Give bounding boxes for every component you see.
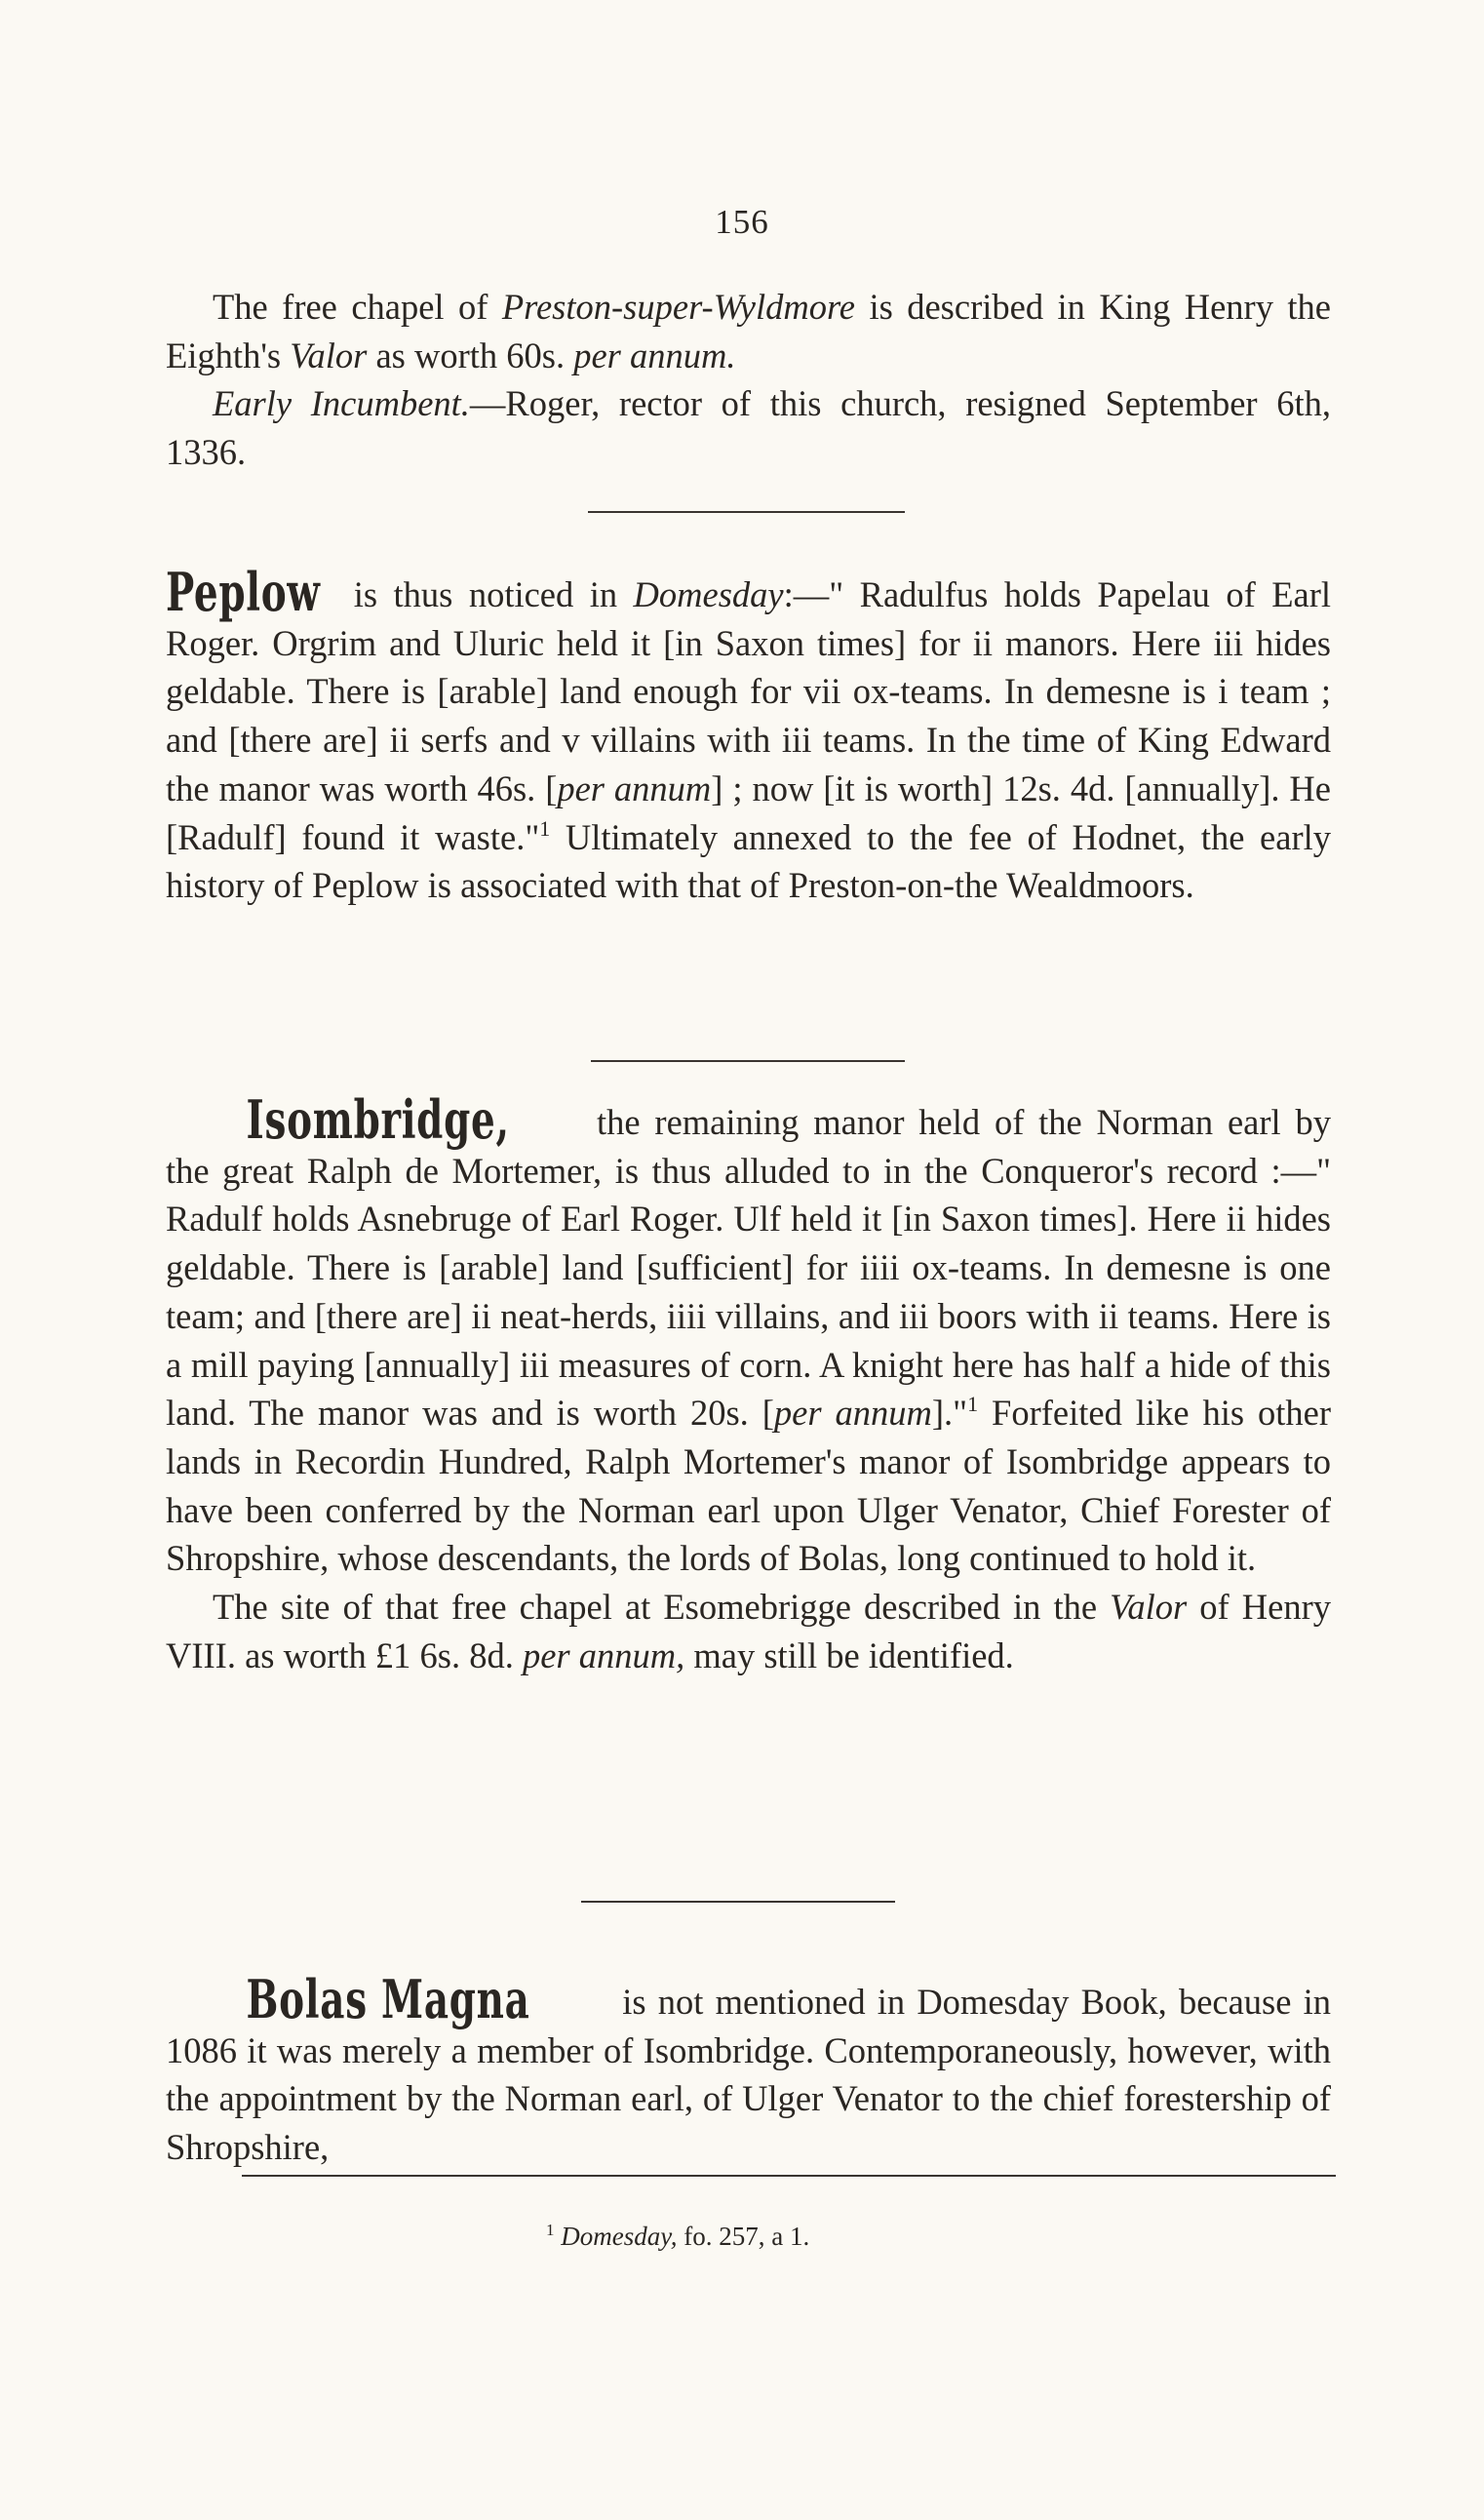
- isombridge-paragraph: [166, 1088, 1332, 1583]
- incumbent-paragraph: [166, 379, 1331, 476]
- text-run: Forfeited like his other lands in Recordin Hundred, Ralph Mortemer's manor of Isombridge appears to have been conferred by the Norman earl upon Ulger Venator, Chief Forester of Shropshire, whose descendants, the lords of Bolas, long continued to hold it.: [166, 1393, 1332, 1579]
- bolas-section: [166, 1968, 1331, 2172]
- footnote-marker: 1: [546, 2221, 555, 2239]
- bolas-heading: Bolas Magna: [246, 1968, 530, 2030]
- text-run: the remaining manor held of the Norman earl by the great Ralph de Mortemer, is thus alluded to in the Conqueror's record :—" Radulf holds Asnebruge of Earl Roger. Ulf held it [in Saxon times]. Here ii hides geldable. There is [arable] land [sufficient] for iiii ox-teams. In demesne is one team; and [there are] ii neat-herds, iiii villains, and iii boors with ii teams. Here is a mill paying [annually] iii measures of corn. A knight here has half a hide of this land. The manor was and is worth 20s. [: [166, 1102, 1331, 1434]
- source-title: Domesday: [633, 574, 784, 614]
- text-run: The site of that free chapel at Esomebrigge described in the: [213, 1587, 1111, 1628]
- peplow-heading: Peplow: [166, 561, 321, 623]
- text-run: Ultimately annexed to the fee of Hodnet, the early history of Peplow is associated with that of Preston-on-the Wealdmoors.: [166, 816, 1332, 906]
- text-run: as worth 60s.: [367, 335, 574, 375]
- peplow-paragraph: [166, 561, 1332, 910]
- text-run: may still be identified.: [684, 1634, 1014, 1675]
- text-run: ] ; now [it is worth] 12s. 4d. [annually]. He [Radulf] found it waste.": [166, 768, 1331, 857]
- text-run: The free chapel of: [213, 287, 502, 327]
- text-run: —Roger, rector of this church, resigned September 6th, 1336.: [166, 383, 1331, 473]
- peplow-section: [166, 561, 1332, 910]
- isombridge-heading: Isombridge,: [246, 1088, 510, 1151]
- footnote-marker: 1: [539, 815, 551, 841]
- section-divider: [591, 1060, 905, 1062]
- text-run: is described in King Henry the Eighth's: [166, 287, 1331, 375]
- footnote-divider: [242, 2175, 1336, 2177]
- esomebrigge-paragraph: [166, 1583, 1331, 1679]
- source-title: Valor: [290, 335, 368, 375]
- latin-phrase: per annum: [557, 768, 712, 808]
- source-title: Valor: [1110, 1587, 1188, 1628]
- bolas-paragraph: [166, 1968, 1331, 2172]
- page-number: 156: [715, 203, 769, 241]
- place-name: Preston-super-Wyldmore: [501, 287, 856, 327]
- latin-phrase: per annum.: [573, 335, 736, 375]
- section-divider: [581, 1901, 895, 1903]
- preston-paragraph: [166, 283, 1331, 379]
- latin-phrase: per annum,: [522, 1634, 685, 1675]
- text-run: :—" Radulfus holds Papelau of Earl Roger. Orgrim and Uluric held it [in Saxon times] for ii manors. Here iii hides geldable. There is [arable] land enough for vii ox-teams. In demesne is i team ; and [there are] ii serfs and v villains with iii teams. In the time of King Edward the manor was worth 46s. [: [166, 574, 1331, 808]
- text-run: ].": [931, 1393, 968, 1434]
- incumbent-heading: Early Incumbent.: [213, 383, 470, 424]
- footnote-source: Domesday,: [561, 2222, 678, 2251]
- footnote-marker: 1: [967, 1392, 979, 1417]
- footnote: [546, 2222, 809, 2252]
- footnote-reference: fo. 257, a 1.: [677, 2222, 810, 2251]
- latin-phrase: per annum: [773, 1393, 932, 1434]
- text-run: of Henry VIII. as worth £1 6s. 8d.: [166, 1587, 1331, 1675]
- isombridge-section: [166, 1088, 1332, 1679]
- preston-section: [166, 283, 1331, 477]
- text-run: is not mentioned in Domesday Book, because in 1086 it was merely a member of Isombridge. Contemporaneously, however, with the appointment by the Norman earl, of Ulger Venator to the chief forestership of Shropshire,: [166, 1982, 1331, 2168]
- section-divider: [588, 511, 905, 513]
- text-run: is thus noticed in: [337, 574, 634, 614]
